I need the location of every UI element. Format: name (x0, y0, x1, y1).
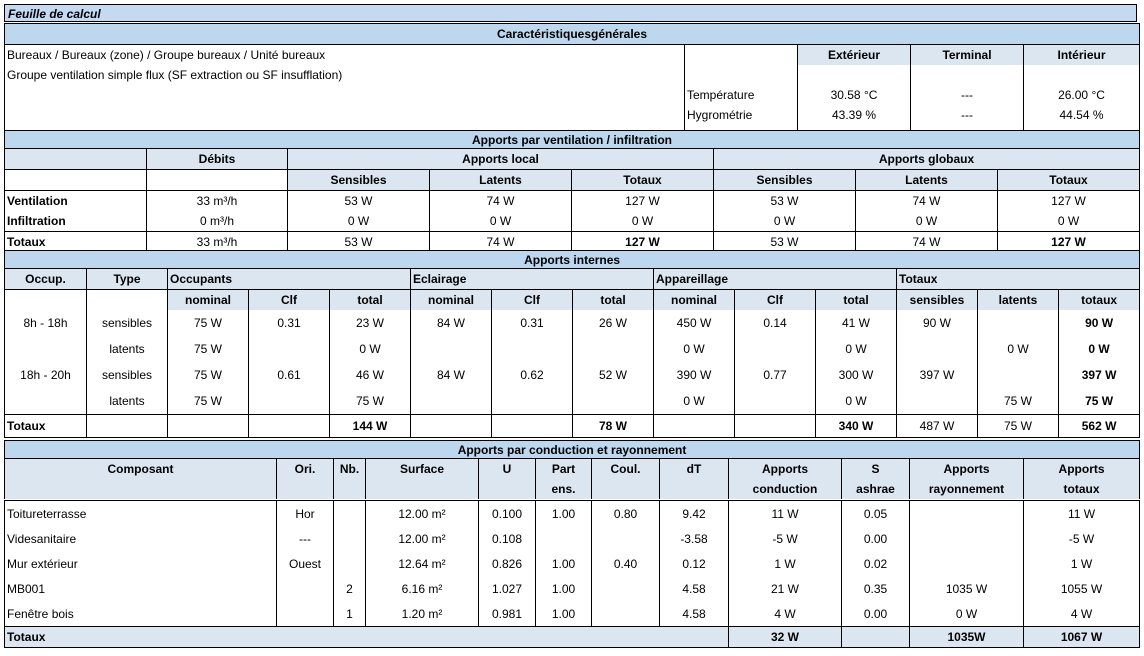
cell-occup (5, 388, 87, 415)
cell-composant: MB001 (5, 576, 277, 601)
cell-s: 0.02 (842, 551, 910, 576)
hygro-int: 44.54 % (1024, 105, 1140, 125)
sheet-title: Feuille de calcul (4, 4, 1137, 22)
h-apports-globaux: Apports globaux (714, 149, 1140, 170)
cell-value: 127 W (998, 232, 1140, 253)
label-hygrometrie: Hygrométrie (685, 105, 798, 125)
h-ori: Ori. (277, 459, 334, 480)
h-sub: Clf (735, 290, 816, 311)
cell-value: 23 W (330, 310, 411, 336)
total-totaux: 562 W (1059, 415, 1140, 438)
h-global-sensibles: Sensibles (714, 170, 856, 191)
total-appareillage: 340 W (816, 415, 897, 438)
cell-surface: 1.20 m² (366, 601, 479, 627)
cell-value (573, 336, 654, 362)
conduction-body (4, 500, 1140, 648)
general-line2: Groupe ventilation simple flux (SF extraction ou SF insufflation) (5, 65, 685, 85)
cell-occup: 8h - 18h (5, 310, 87, 336)
cell-coul (592, 526, 660, 551)
cell-u: 1.027 (479, 576, 536, 601)
h-sub: sensibles (897, 290, 978, 311)
cell-occup (5, 336, 87, 362)
h-sub: total (816, 290, 897, 311)
cell-value: 0 W (430, 211, 572, 232)
h-nb: Nb. (334, 459, 366, 480)
hygro-term: --- (911, 105, 1024, 125)
h-debits: Débits (147, 149, 288, 170)
h-global-totaux: Totaux (998, 170, 1140, 191)
h-u: U (479, 459, 536, 480)
h-sub: totaux (1059, 290, 1140, 311)
internes-bar: Apports internes (5, 251, 1140, 269)
cell-value: 0 W (654, 336, 735, 362)
cell-u: 0.981 (479, 601, 536, 627)
cell-ori: Ouest (277, 551, 334, 576)
cell-conduction: 21 W (729, 576, 842, 601)
h-sub: total (330, 290, 411, 311)
h-sub: Clf (249, 290, 330, 311)
h-part: Part (536, 459, 592, 480)
cell-value: 74 W (856, 232, 998, 253)
cell-s: 0.00 (842, 526, 910, 551)
temp-term: --- (911, 85, 1024, 105)
h-surface: Surface (366, 459, 479, 480)
cell-value: 75 W (168, 388, 249, 415)
h-local-totaux: Totaux (572, 170, 714, 191)
cell-u: 0.100 (479, 501, 536, 527)
cell-ori: Hor (277, 501, 334, 527)
cell-value: 0 W (288, 211, 430, 232)
cell-nb (334, 526, 366, 551)
table-row (5, 211, 1140, 232)
cell-coul: 0.80 (592, 501, 660, 527)
h-apports-conduction: Apports (729, 459, 842, 480)
h-composant: Composant (5, 459, 277, 480)
cell-ori: --- (277, 526, 334, 551)
h-eclairage: Eclairage (411, 269, 654, 290)
h-s-2: ashrae (842, 479, 910, 499)
cell-value (978, 362, 1059, 388)
cell-value: 90 W (1059, 310, 1140, 336)
cell-part: 1.00 (536, 576, 592, 601)
ventilation-table (4, 130, 1140, 253)
h-part-2: ens. (536, 479, 592, 499)
cell-s: 0.05 (842, 501, 910, 527)
total-rayonnement: 1035W (910, 627, 1024, 648)
cell-rayonnement: 1035 W (910, 576, 1024, 601)
cell-value: 26 W (573, 310, 654, 336)
cell-value: 75 W (168, 336, 249, 362)
table-row (5, 310, 1140, 336)
cell-value (249, 388, 330, 415)
h-totaux: Totaux (897, 269, 1140, 290)
h-sub: latents (978, 290, 1059, 311)
cell-value: 53 W (714, 191, 856, 212)
cell-value (411, 336, 492, 362)
cell-rayonnement (910, 551, 1024, 576)
cell-value: 75 W (168, 310, 249, 336)
table-row (5, 388, 1140, 415)
cell-value: 127 W (572, 232, 714, 253)
row-label: Totaux (5, 232, 147, 253)
cell-dt: 9.42 (660, 501, 729, 527)
cell-value: 75 W (978, 388, 1059, 415)
h-coul: Coul. (592, 459, 660, 480)
hygro-ext: 43.39 % (798, 105, 911, 125)
cell-part: 1.00 (536, 601, 592, 627)
cell-totaux: 11 W (1024, 501, 1140, 527)
cell-dt: 4.58 (660, 601, 729, 627)
h-local-latents: Latents (430, 170, 572, 191)
cell-value (897, 336, 978, 362)
cell-value: 41 W (816, 310, 897, 336)
cell-value (735, 388, 816, 415)
cell-value (492, 388, 573, 415)
cell-conduction: -5 W (729, 526, 842, 551)
cell-composant: Fenêtre bois (5, 601, 277, 627)
cell-value: 450 W (654, 310, 735, 336)
cell-value: 0.62 (492, 362, 573, 388)
h-apports-rayonnement: Apports (910, 459, 1024, 480)
cell-value: 127 W (572, 191, 714, 212)
cell-conduction: 11 W (729, 501, 842, 527)
cell-rayonnement (910, 526, 1024, 551)
table-row (5, 576, 1140, 601)
row-label: Totaux (5, 415, 87, 438)
cell-value: 0 W (572, 211, 714, 232)
cell-value: 0 W (330, 336, 411, 362)
ventilation-bar: Apports par ventilation / infiltration (5, 131, 1140, 149)
cell-occup: 18h - 20h (5, 362, 87, 388)
h-s: S (842, 459, 910, 480)
cell-value: 53 W (714, 232, 856, 253)
cell-value (411, 388, 492, 415)
cell-value: 0 W (816, 388, 897, 415)
cell-conduction: 1 W (729, 551, 842, 576)
cell-value: 84 W (411, 310, 492, 336)
cell-rayonnement: 0 W (910, 601, 1024, 627)
cell-value: 0.77 (735, 362, 816, 388)
temp-ext: 30.58 °C (798, 85, 911, 105)
cell-value: 84 W (411, 362, 492, 388)
cell-coul: 0.40 (592, 551, 660, 576)
internes-table (4, 250, 1140, 438)
cell-ori (277, 576, 334, 601)
cell-value: 53 W (288, 232, 430, 253)
total-occupants: 144 W (330, 415, 411, 438)
cell-ori (277, 601, 334, 627)
total-sensibles: 487 W (897, 415, 978, 438)
cell-surface: 6.16 m² (366, 576, 479, 601)
h-apports-local: Apports local (288, 149, 714, 170)
cell-surface: 12.00 m² (366, 501, 479, 527)
cell-value (249, 336, 330, 362)
cell-debit: 33 m³/h (147, 232, 288, 253)
cell-type: latents (87, 336, 168, 362)
cell-value (492, 336, 573, 362)
col-interieur: Intérieur (1024, 45, 1140, 66)
h-sub: nominal (654, 290, 735, 311)
cell-nb: 1 (334, 601, 366, 627)
cell-value: 75 W (168, 362, 249, 388)
cell-value: 46 W (330, 362, 411, 388)
cell-value: 0.14 (735, 310, 816, 336)
table-row (5, 551, 1140, 576)
cell-surface: 12.00 m² (366, 526, 479, 551)
cell-value: 0 W (714, 211, 856, 232)
cell-debit: 33 m³/h (147, 191, 288, 212)
cell-s: 0.00 (842, 601, 910, 627)
cell-u: 0.826 (479, 551, 536, 576)
cell-dt: 0.12 (660, 551, 729, 576)
label-temperature: Température (685, 85, 798, 105)
total-totaux: 1067 W (1024, 627, 1140, 648)
cell-value: 0 W (654, 388, 735, 415)
h-local-sensibles: Sensibles (288, 170, 430, 191)
total-latents: 75 W (978, 415, 1059, 438)
cell-debit: 0 m³/h (147, 211, 288, 232)
cell-value: 74 W (430, 191, 572, 212)
cell-value (978, 310, 1059, 336)
cell-s: 0.35 (842, 576, 910, 601)
cell-value: 0.61 (249, 362, 330, 388)
h-apports-rayonnement-2: rayonnement (910, 479, 1024, 499)
table-row (5, 501, 1140, 527)
cell-type: sensibles (87, 362, 168, 388)
cell-value: 0 W (978, 336, 1059, 362)
cell-value (897, 388, 978, 415)
cell-type: sensibles (87, 310, 168, 336)
h-apports-totaux: Apports (1024, 459, 1140, 480)
cell-coul (592, 601, 660, 627)
general-line1: Bureaux / Bureaux (zone) / Groupe bureaux / Unité bureaux (5, 45, 685, 66)
table-row (5, 526, 1140, 551)
cell-value: 74 W (856, 191, 998, 212)
cell-totaux: -5 W (1024, 526, 1140, 551)
cell-value: 0 W (998, 211, 1140, 232)
h-appareillage: Appareillage (654, 269, 897, 290)
cell-nb: 2 (334, 576, 366, 601)
cell-type: latents (87, 388, 168, 415)
cell-value: 75 W (330, 388, 411, 415)
totals-row (5, 415, 1140, 438)
h-sub: total (573, 290, 654, 311)
cell-value: 53 W (288, 191, 430, 212)
cell-value: 0 W (816, 336, 897, 362)
cell-value: 75 W (1059, 388, 1140, 415)
cell-value: 52 W (573, 362, 654, 388)
cell-totaux: 1 W (1024, 551, 1140, 576)
cell-value: 397 W (1059, 362, 1140, 388)
table-row (5, 191, 1140, 212)
cell-composant: Mur extérieur (5, 551, 277, 576)
h-type: Type (87, 269, 168, 290)
table-row (5, 601, 1140, 627)
cell-dt: 4.58 (660, 576, 729, 601)
h-global-latents: Latents (856, 170, 998, 191)
cell-rayonnement (910, 501, 1024, 527)
row-label: Totaux (5, 627, 729, 648)
cell-value: 0 W (856, 211, 998, 232)
cell-part: 1.00 (536, 501, 592, 527)
cell-composant: Toitureterrasse (5, 501, 277, 527)
h-sub: nominal (411, 290, 492, 311)
row-label: Infiltration (5, 211, 147, 232)
cell-dt: -3.58 (660, 526, 729, 551)
h-apports-conduction-2: conduction (729, 479, 842, 499)
temp-int: 26.00 °C (1024, 85, 1140, 105)
h-occupants: Occupants (168, 269, 411, 290)
col-terminal: Terminal (911, 45, 1024, 66)
col-exterieur: Extérieur (798, 45, 911, 66)
total-eclairage: 78 W (573, 415, 654, 438)
cell-u: 0.108 (479, 526, 536, 551)
cell-part (536, 526, 592, 551)
cell-value (573, 388, 654, 415)
total-conduction: 32 W (729, 627, 842, 648)
cell-conduction: 4 W (729, 601, 842, 627)
cell-value: 0.31 (492, 310, 573, 336)
cell-value: 390 W (654, 362, 735, 388)
conduction-bar: Apports par conduction et rayonnement (5, 441, 1140, 459)
cell-totaux: 1055 W (1024, 576, 1140, 601)
cell-composant: Videsanitaire (5, 526, 277, 551)
table-row (5, 362, 1140, 388)
cell-nb (334, 501, 366, 527)
cell-totaux: 4 W (1024, 601, 1140, 627)
cell-value: 127 W (998, 191, 1140, 212)
table-row (5, 336, 1140, 362)
conduction-table (4, 440, 1140, 499)
cell-coul (592, 576, 660, 601)
h-sub: nominal (168, 290, 249, 311)
h-dt: dT (660, 459, 729, 480)
row-label: Ventilation (5, 191, 147, 212)
cell-value: 90 W (897, 310, 978, 336)
cell-value: 0 W (1059, 336, 1140, 362)
cell-value: 74 W (430, 232, 572, 253)
cell-nb (334, 551, 366, 576)
h-occup: Occup. (5, 269, 87, 290)
totals-row (5, 627, 1140, 648)
cell-part: 1.00 (536, 551, 592, 576)
general-bar: Caractéristiquesgénérales (5, 24, 1140, 45)
cell-surface: 12.64 m² (366, 551, 479, 576)
cell-value (735, 336, 816, 362)
cell-value: 397 W (897, 362, 978, 388)
cell-value: 300 W (816, 362, 897, 388)
cell-value: 0.31 (249, 310, 330, 336)
h-sub: Clf (492, 290, 573, 311)
h-apports-totaux-2: totaux (1024, 479, 1140, 499)
